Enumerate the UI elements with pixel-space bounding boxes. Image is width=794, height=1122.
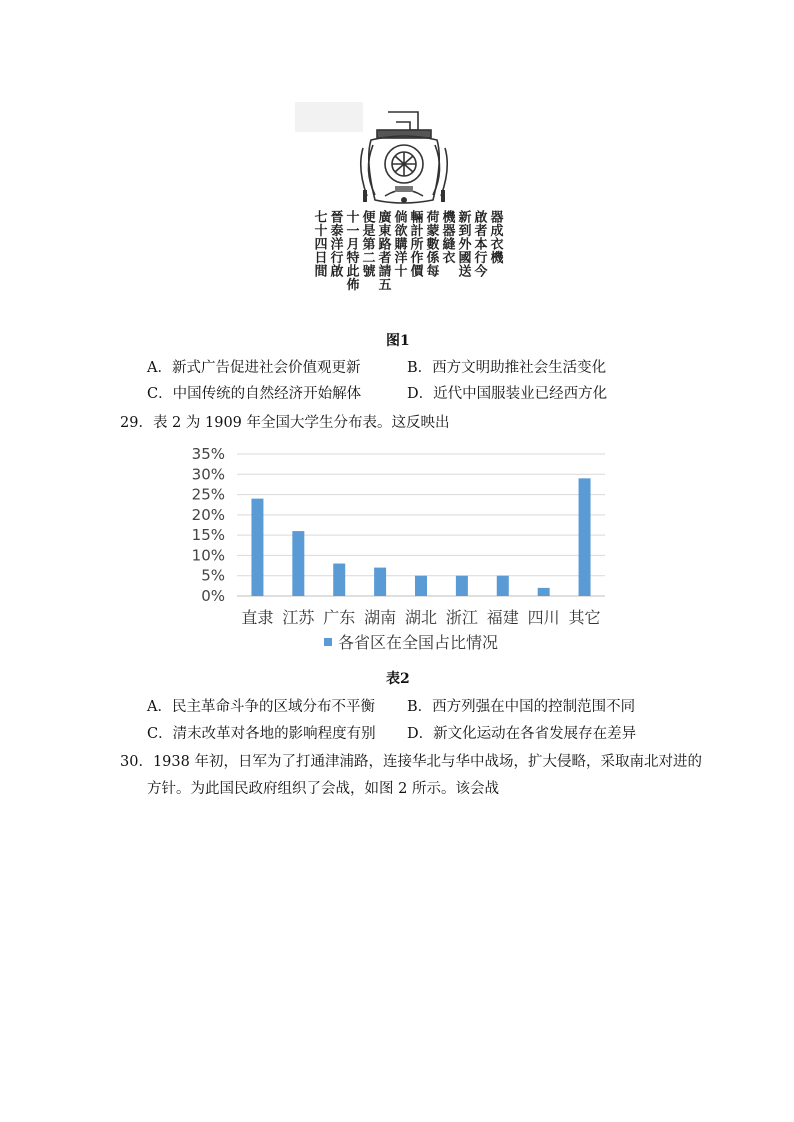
y-tick-label: 15% xyxy=(191,526,225,545)
x-tick-label: 湖北 xyxy=(404,608,438,627)
legend-label: 各省区在全国占比情况 xyxy=(338,633,499,652)
table-2-caption: 表2 xyxy=(386,671,410,687)
ad-column: 便是第二號 xyxy=(359,210,375,278)
ad-column: 七十四日間 xyxy=(311,210,327,278)
ad-column: 廣東路者請五 xyxy=(375,210,391,291)
q28-option-b: B．西方文明助推社会生活变化 xyxy=(407,360,607,376)
sewing-machine-illustration xyxy=(293,100,513,205)
x-tick-label: 四川 xyxy=(527,608,560,627)
ad-column: 器成衣機 xyxy=(487,210,503,264)
q29-stem: 29．表 2 为 1909 年全国大学生分布表。这反映出 xyxy=(120,415,450,431)
y-tick-label: 30% xyxy=(191,465,225,484)
bar-湖南 xyxy=(374,568,386,596)
y-tick-label: 0% xyxy=(201,587,225,605)
bar-广东 xyxy=(333,564,345,596)
q30-stem-line-2: 方针。为此国民政府组织了会战，如图 2 所示。该会战 xyxy=(147,781,499,797)
figure-1-caption: 图1 xyxy=(386,333,410,349)
ad-column: 新到外國送 xyxy=(455,210,471,278)
y-tick-label: 25% xyxy=(191,485,225,504)
x-tick-label: 广东 xyxy=(323,608,356,627)
x-tick-label: 浙江 xyxy=(445,608,478,627)
q29-option-a: A．民主革命斗争的区域分布不平衡 xyxy=(147,699,375,715)
q30-stem-line-1: 30．1938 年初，日军为了打通津浦路，连接华北与华中战场，扩大侵略，采取南北对进的 xyxy=(120,754,702,770)
q29-option-d: D．新文化运动在各省发展存在差异 xyxy=(407,726,637,742)
ad-column: 倘欲購洋十 xyxy=(391,210,407,278)
bar-四川 xyxy=(538,588,550,596)
ad-column: 十一月特此佈 xyxy=(343,210,359,291)
bar-直隶 xyxy=(251,499,263,596)
advertisement-text xyxy=(307,210,503,310)
ad-column: 啟者本行今 xyxy=(471,210,487,278)
ad-column: 輛計所作價 xyxy=(407,210,423,278)
x-tick-label: 福建 xyxy=(486,608,519,627)
q28-option-c: C．中国传统的自然经济开始解体 xyxy=(147,386,362,402)
x-tick-label: 其它 xyxy=(568,608,601,627)
x-tick-label: 湖南 xyxy=(364,608,397,627)
y-tick-label: 35% xyxy=(191,445,225,463)
y-tick-label: 10% xyxy=(191,546,225,565)
y-tick-label: 5% xyxy=(201,566,225,585)
ad-column: 晉泰洋行啟 xyxy=(327,210,343,278)
q29-option-c: C．清末改革对各地的影响程度有别 xyxy=(147,726,376,742)
bar-福建 xyxy=(497,576,509,596)
q28-option-d: D．近代中国服装业已经西方化 xyxy=(407,386,608,402)
figure-1 xyxy=(293,100,513,315)
x-tick-label: 直隶 xyxy=(241,608,274,627)
ad-column: 荷蒙數係每 xyxy=(423,210,439,278)
q28-option-a: A．新式广告促进社会价值观更新 xyxy=(147,360,361,376)
student-distribution-chart xyxy=(175,440,615,665)
bar-湖北 xyxy=(415,576,427,596)
legend-swatch xyxy=(324,638,332,646)
q29-option-b: B．西方列强在中国的控制范围不同 xyxy=(407,699,636,715)
ad-column: 機器縫衣 xyxy=(439,210,455,264)
y-tick-label: 20% xyxy=(191,505,225,524)
bar-江苏 xyxy=(292,531,304,596)
bar-其它 xyxy=(579,478,591,596)
x-tick-label: 江苏 xyxy=(282,608,315,627)
bar-浙江 xyxy=(456,576,468,596)
